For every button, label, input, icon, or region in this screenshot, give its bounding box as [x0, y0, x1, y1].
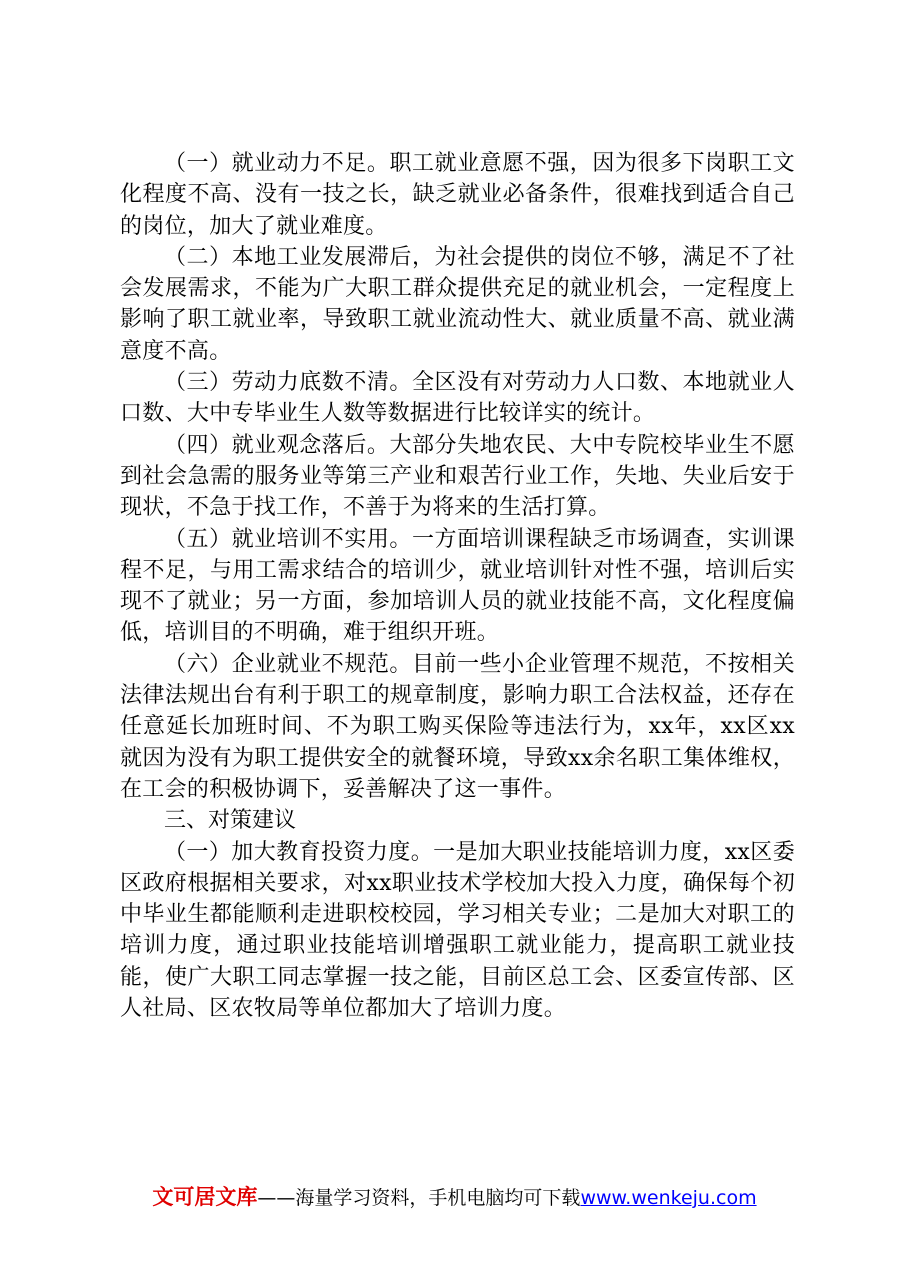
- paragraph-6-lead: （六）企业就业不规范。: [164, 651, 412, 677]
- paragraph-6-text: 目前一些小企业管理不规范，不按相关法律法规出台有利于职工的规章制度，影响力职工合法权益，还存在任意延长加班时间、不为职工购买保险等违法行为，xx年，xx区xx就因为没有为职工提供安全的就餐环境，导致xx余名职工集体维权，在工会的积极协调下，妥善解决了这一事件。: [120, 651, 795, 802]
- document-body: [120, 148, 795, 1024]
- paragraph-5-lead: （五）就业培训不实用。: [164, 526, 412, 552]
- paragraph-final-lead: （一）加大教育投资力度。: [164, 839, 434, 865]
- paragraph-final-text: 一是加大职业技能培训力度，xx区委区政府根据相关要求，对xx职业技术学校加大投入力度，确保每个初中毕业生都能顺利走进职校校园，学习相关专业；二是加大对职工的培训力度，通过职业技能培训增强职工就业能力，提高职工就业技能，使广大职工同志掌握一技之能，目前区总工会、区委宣传部、区人社局、区农牧局等单位都加大了培训力度。: [120, 839, 795, 1022]
- footer-site-link[interactable]: www.wenkeju.com: [580, 1187, 757, 1209]
- paragraph-1: [120, 148, 795, 242]
- footer-tagline: ——海量学习资料，手机电脑均可下载: [257, 1187, 581, 1209]
- paragraph-1-lead: （一）就业动力不足。: [164, 151, 390, 176]
- paragraph-final: [120, 837, 795, 1025]
- footer-banner: [0, 1184, 909, 1211]
- paragraph-1-text: 职工就业意愿不强，因为很多下岗职工文化程度不高、没有一技之长，缺乏就业必备条件，很难找到适合自己的岗位，加大了就业难度。: [120, 151, 795, 239]
- paragraph-2-lead: （二）本地工业发展滞后，: [164, 244, 435, 270]
- paragraph-2: [120, 242, 795, 367]
- footer-brand: 文可居文库: [152, 1185, 258, 1209]
- paragraph-2-text: 为社会提供的岗位不够，满足不了社会发展需求，不能为广大职工群众提供充足的就业机会，一定程度上影响了职工就业率，导致职工就业流动性大、就业质量不高、就业满意度不高。: [120, 244, 795, 364]
- paragraph-3-lead: （三）劳动力底数不清。: [164, 370, 412, 396]
- paragraph-4: [120, 430, 795, 524]
- paragraph-5-text: 一方面培训课程缺乏市场调查，实训课程不足，与用工需求结合的培训少，就业培训针对性不强，培训后实现不了就业；另一方面，参加培训人员的就业技能不高，文化程度偏低，培训目的不明确，难于组织开班。: [120, 526, 795, 646]
- paragraph-3-text: 全区没有对劳动力人口数、本地就业人口数、大中专毕业生人数等数据进行比较详实的统计。: [120, 370, 795, 427]
- paragraph-3: [120, 367, 795, 430]
- paragraph-4-text: 大部分失地农民、大中专院校毕业生不愿到社会急需的服务业等第三产业和艰苦行业工作，失地、失业后安于现状，不急于找工作，不善于为将来的生活打算。: [120, 432, 795, 521]
- paragraph-5: [120, 524, 795, 649]
- section-heading: 三、对策建议: [164, 808, 297, 834]
- paragraph-6: [120, 649, 795, 805]
- paragraph-4-lead: （四）就业观念落后。: [164, 432, 390, 458]
